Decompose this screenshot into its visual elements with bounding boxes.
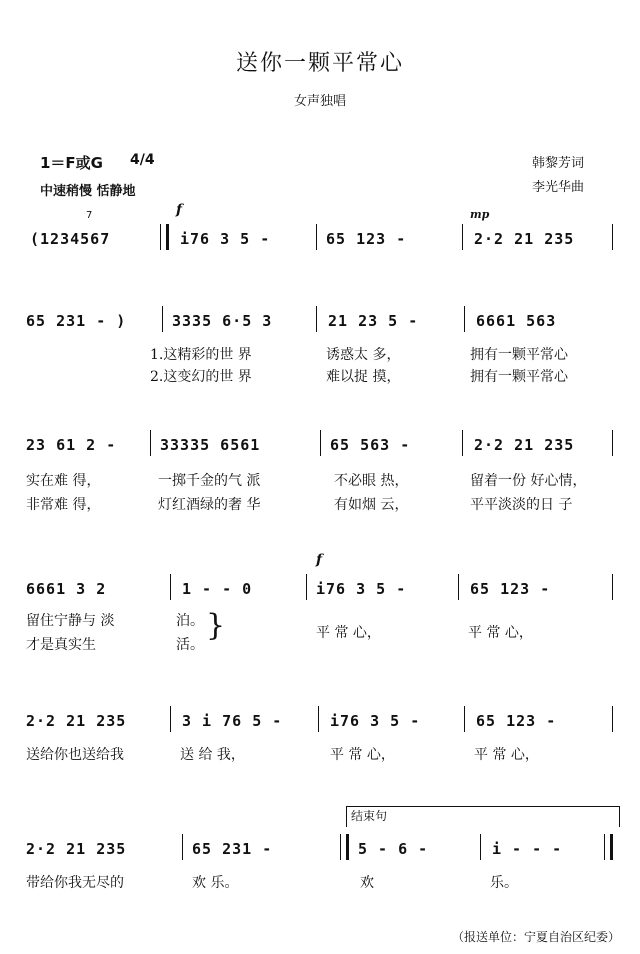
dynamic-mark: f: [176, 202, 183, 218]
lyric: 难以捉 摸，: [326, 369, 401, 385]
tuplet-mark: 7: [86, 210, 93, 221]
lyric: 2.这变幻的世 界: [150, 369, 252, 385]
brace: }: [206, 608, 226, 643]
barline: [458, 574, 459, 600]
barline: [612, 224, 613, 250]
tempo-marking: 中速稍慢 恬静地: [40, 184, 136, 199]
measure: i76 3 5 -: [180, 230, 271, 248]
lyric: 欢 乐。: [192, 875, 239, 891]
barline: [150, 430, 151, 456]
lyric: 带给你我无尽的: [26, 875, 124, 891]
measure: i - - -: [492, 840, 563, 858]
lyric: 送 给 我，: [180, 747, 245, 763]
barline: [306, 574, 307, 600]
lyric: 留住宁静与 淡: [26, 613, 115, 629]
measure: 2·2 21 235: [26, 840, 127, 858]
measure: 6661 563: [476, 312, 557, 330]
barline: [320, 430, 321, 456]
measure: i76 3 5 -: [316, 580, 407, 598]
lyric: 平平淡淡的日 子: [470, 497, 573, 513]
dynamic-mark: f: [316, 552, 323, 568]
measure: 1 - - 0: [182, 580, 253, 598]
lyric: 平 常 心，: [468, 625, 533, 641]
barline: [170, 574, 171, 600]
lyric: 一掷千金的气 派: [158, 473, 261, 489]
barline: [480, 834, 481, 860]
barline: [162, 306, 163, 332]
lyric: 才是真实生: [26, 637, 96, 653]
measure: 21 23 5 -: [328, 312, 419, 330]
measure: 65 563 -: [330, 436, 411, 454]
lyric: 非常难 得，: [26, 497, 101, 513]
barline: [316, 306, 317, 332]
measure: 2·2 21 235: [474, 436, 575, 454]
barline: [612, 574, 613, 600]
lyric: 送给你也送给我: [26, 747, 124, 763]
barline: [462, 430, 463, 456]
dynamic-mark: mp: [470, 208, 490, 221]
measure: 3335 6·5 3: [172, 312, 273, 330]
lyric: 平 常 心，: [474, 747, 539, 763]
lyricist: 韩黎芳词: [532, 156, 585, 171]
measure: 5 - 6 -: [358, 840, 429, 858]
barline: [318, 706, 319, 732]
lyric: 欢: [360, 875, 374, 891]
final-barline: [604, 834, 613, 860]
measure: 65 123 -: [476, 712, 557, 730]
measure: 2·2 21 235: [26, 712, 127, 730]
lyric: 乐。: [490, 875, 518, 891]
lyric: 诱惑太 多，: [326, 347, 401, 363]
lyric: 灯红酒绿的奢 华: [158, 497, 261, 513]
lyric: 活。: [176, 637, 204, 653]
measure: 2·2 21 235: [474, 230, 575, 248]
measure: 23 61 2 -: [26, 436, 117, 454]
repeat-barline: [340, 834, 349, 860]
measure: 3 i 76 5 -: [182, 712, 283, 730]
measure: 6661 3 2: [26, 580, 107, 598]
barline: [612, 706, 613, 732]
submitted-by: （报送单位：宁夏自治区纪委）: [451, 930, 620, 944]
lyric: 有如烟 云，: [334, 497, 409, 513]
barline: [464, 706, 465, 732]
measure: 65 231 - ): [26, 312, 127, 330]
measure: i76 3 5 -: [330, 712, 421, 730]
measure: 65 123 -: [326, 230, 407, 248]
barline: [462, 224, 463, 250]
ending-bracket: 结束句: [346, 806, 620, 827]
repeat-barline: [160, 224, 169, 250]
lyric: 1.这精彩的世 界: [150, 347, 252, 363]
measure: (1234567: [30, 230, 111, 248]
time-signature: 4/4: [130, 152, 155, 168]
lyric: 不必眼 热，: [334, 473, 409, 489]
lyric: 拥有一颗平常心: [470, 347, 568, 363]
barline: [170, 706, 171, 732]
measure: 33335 6561: [160, 436, 261, 454]
page-title: 送你一颗平常心: [235, 51, 404, 76]
lyric: 留着一份 好心情，: [470, 473, 587, 489]
measure: 65 231 -: [192, 840, 273, 858]
composer: 李光华曲: [532, 180, 585, 195]
barline: [464, 306, 465, 332]
lyric: 拥有一颗平常心: [470, 369, 568, 385]
lyric: 泊。: [176, 613, 204, 629]
measure: 65 123 -: [470, 580, 551, 598]
lyric: 实在难 得，: [26, 473, 101, 489]
subtitle: 女声独唱: [293, 94, 346, 109]
lyric: 平 常 心，: [330, 747, 395, 763]
barline: [182, 834, 183, 860]
key-signature: 1＝F或G: [40, 154, 103, 172]
lyric: 平 常 心，: [316, 625, 381, 641]
barline: [612, 430, 613, 456]
barline: [316, 224, 317, 250]
